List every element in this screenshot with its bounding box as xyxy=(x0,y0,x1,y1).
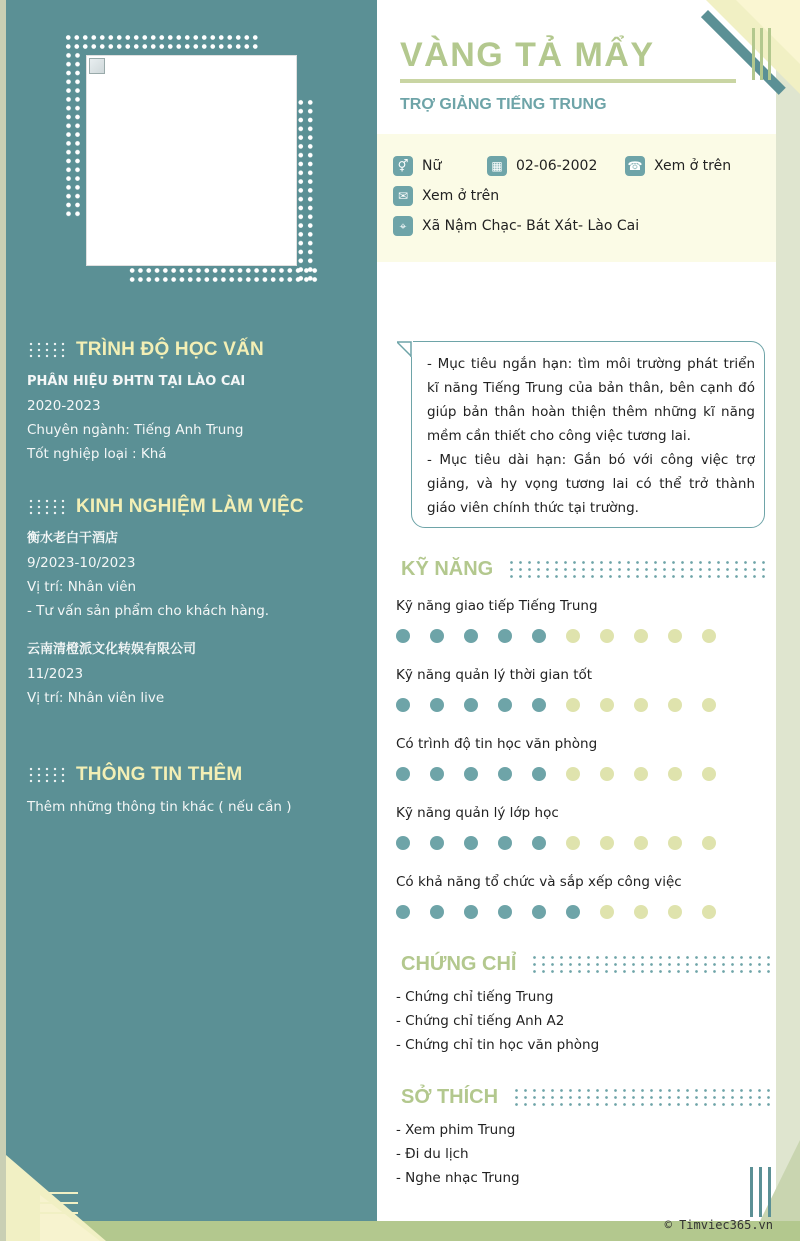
job-entry xyxy=(27,638,304,710)
hobbies-heading xyxy=(401,1083,774,1111)
rating-dot-filled xyxy=(464,767,478,781)
objective-short-term: - Mục tiêu ngắn hạn: tìm môi trường phát triển kĩ năng Tiếng Trung của bản thân, bên cạnh đó giúp bản thân hoàn thiện thêm những kĩ năng mềm cần thiết cho công việc tương lai. xyxy=(427,356,755,444)
right-edge-band xyxy=(776,60,800,1241)
experience-title: KINH NGHIỆM LÀM VIỆC xyxy=(76,496,304,517)
heading-dots xyxy=(27,341,67,359)
rating-dot-empty xyxy=(668,629,682,643)
rating-dot-filled xyxy=(396,629,410,643)
heading-dots xyxy=(530,954,772,974)
photo-dots-bottom xyxy=(128,266,319,284)
contact-phone xyxy=(625,156,731,176)
skills-heading xyxy=(401,555,769,583)
rating-dot-filled xyxy=(498,629,512,643)
contact-email xyxy=(393,186,499,206)
job-period: 11/2023 xyxy=(27,666,84,682)
list-item: - Chứng chỉ tiếng Trung xyxy=(396,989,554,1005)
skill-rating xyxy=(396,629,716,643)
candidate-role: TRỢ GIẢNG TIẾNG TRUNG xyxy=(400,96,607,113)
rating-dot-empty xyxy=(702,629,716,643)
rating-dot-filled xyxy=(498,836,512,850)
rating-dot-filled xyxy=(464,905,478,919)
list-item: - Nghe nhạc Trung xyxy=(396,1170,520,1186)
job-position: Vị trí: Nhân viên live xyxy=(27,690,165,706)
job-entry xyxy=(27,527,304,623)
experience-section xyxy=(27,492,304,710)
rating-dot-empty xyxy=(668,905,682,919)
extra-info-section xyxy=(27,760,292,819)
heading-dots xyxy=(27,766,67,784)
extra-info-text: Thêm những thông tin khác ( nếu cần ) xyxy=(27,799,292,815)
skill-name: Có trình độ tin học văn phòng xyxy=(396,736,598,752)
heading-dots xyxy=(27,498,67,516)
rating-dot-empty xyxy=(668,698,682,712)
location-icon: ⌖ xyxy=(393,216,413,236)
candidate-name: VÀNG TẢ MẨY xyxy=(400,36,655,74)
photo-dots-left xyxy=(64,51,82,218)
rating-dot-filled xyxy=(464,629,478,643)
objective-long-term: - Mục tiêu dài hạn: Gắn bó với công việc trợ giảng, và hy vọng tương lai có thể trở thành giáo viên chính thức tại trường. xyxy=(427,452,755,516)
rating-dot-empty xyxy=(566,836,580,850)
certificates-heading xyxy=(401,950,772,978)
rating-dot-filled xyxy=(396,905,410,919)
rating-dot-empty xyxy=(668,767,682,781)
photo-dots-right xyxy=(296,98,315,283)
rating-dot-filled xyxy=(430,629,444,643)
contact-address xyxy=(393,216,639,236)
vertical-lines-decoration-top xyxy=(752,28,772,80)
list-item: - Xem phim Trung xyxy=(396,1122,516,1138)
rating-dot-filled xyxy=(566,905,580,919)
skill-rating xyxy=(396,836,716,850)
education-grade: Tốt nghiệp loại : Khá xyxy=(27,446,167,462)
job-company: 衡水老白干酒店 xyxy=(27,531,119,546)
certificates-list xyxy=(396,985,599,1057)
rating-dot-empty xyxy=(702,698,716,712)
contact-gender-value: Nữ xyxy=(422,158,442,174)
education-section xyxy=(27,335,264,466)
rating-dot-filled xyxy=(532,836,546,850)
rating-dot-filled xyxy=(532,905,546,919)
skill-rating xyxy=(396,905,716,919)
contact-phone-value: Xem ở trên xyxy=(654,158,732,174)
rating-dot-filled xyxy=(498,698,512,712)
extra-info-title: THÔNG TIN THÊM xyxy=(76,764,243,785)
skill-name: Kỹ năng quản lý lớp học xyxy=(396,805,559,821)
rating-dot-empty xyxy=(566,629,580,643)
contact-email-value: Xem ở trên xyxy=(422,188,500,204)
career-objective-box xyxy=(411,341,765,528)
skill-rating xyxy=(396,767,716,781)
rating-dot-filled xyxy=(430,905,444,919)
contact-gender xyxy=(393,156,441,176)
calendar-icon: ▦ xyxy=(487,156,507,176)
rating-dot-filled xyxy=(396,836,410,850)
skill-name: Kỹ năng giao tiếp Tiếng Trung xyxy=(396,598,598,614)
rating-dot-empty xyxy=(702,905,716,919)
rating-dot-empty xyxy=(566,767,580,781)
rating-dot-empty xyxy=(566,698,580,712)
certificates-title: CHỨNG CHỈ xyxy=(401,952,517,975)
education-school: PHÂN HIỆU ĐHTN TẠI LÀO CAI xyxy=(27,374,246,389)
footer-watermark: © Timviec365.vn xyxy=(664,1218,773,1232)
contact-birthday xyxy=(487,156,597,176)
skill-name: Có khả năng tổ chức và sắp xếp công việc xyxy=(396,874,682,890)
profile-photo xyxy=(86,55,297,266)
rating-dot-filled xyxy=(430,767,444,781)
broken-image-icon xyxy=(89,58,105,74)
photo-dots-top xyxy=(64,33,260,51)
rating-dot-filled xyxy=(498,767,512,781)
name-underline xyxy=(400,79,736,83)
job-position: Vị trí: Nhân viên xyxy=(27,579,137,595)
education-years: 2020-2023 xyxy=(27,398,101,414)
rating-dot-empty xyxy=(634,836,648,850)
rating-dot-empty xyxy=(634,767,648,781)
rating-dot-filled xyxy=(430,836,444,850)
rating-dot-filled xyxy=(430,698,444,712)
education-title: TRÌNH ĐỘ HỌC VẤN xyxy=(76,339,264,360)
objective-box-tab xyxy=(397,341,413,357)
phone-icon: ☎ xyxy=(625,156,645,176)
gender-icon: ⚥ xyxy=(393,156,413,176)
rating-dot-filled xyxy=(532,767,546,781)
rating-dot-empty xyxy=(668,836,682,850)
rating-dot-filled xyxy=(464,698,478,712)
heading-dots xyxy=(512,1087,774,1107)
contact-address-value: Xã Nậm Chạc- Bát Xát- Lào Cai xyxy=(422,218,640,234)
list-item: - Đi du lịch xyxy=(396,1146,469,1162)
skill-rating xyxy=(396,698,716,712)
rating-dot-filled xyxy=(464,836,478,850)
rating-dot-empty xyxy=(600,698,614,712)
contact-info-panel xyxy=(377,134,776,262)
rating-dot-filled xyxy=(532,629,546,643)
rating-dot-filled xyxy=(396,767,410,781)
list-item: - Chứng chỉ tin học văn phòng xyxy=(396,1037,600,1053)
skill-name: Kỹ năng quản lý thời gian tốt xyxy=(396,667,593,683)
rating-dot-empty xyxy=(634,698,648,712)
skills-title: KỸ NĂNG xyxy=(401,557,494,580)
rating-dot-empty xyxy=(634,905,648,919)
horizontal-lines-decoration xyxy=(26,1192,78,1214)
email-icon: ✉ xyxy=(393,186,413,206)
vertical-lines-decoration-bottom xyxy=(750,1167,774,1217)
heading-dots xyxy=(507,559,769,579)
rating-dot-empty xyxy=(600,767,614,781)
rating-dot-empty xyxy=(600,905,614,919)
rating-dot-empty xyxy=(600,836,614,850)
rating-dot-empty xyxy=(702,836,716,850)
rating-dot-empty xyxy=(702,767,716,781)
list-item: - Chứng chỉ tiếng Anh A2 xyxy=(396,1013,565,1029)
contact-birthday-value: 02-06-2002 xyxy=(516,158,598,174)
hobbies-list xyxy=(396,1118,520,1190)
rating-dot-filled xyxy=(532,698,546,712)
job-description: - Tư vấn sản phẩm cho khách hàng. xyxy=(27,603,270,619)
rating-dot-filled xyxy=(498,905,512,919)
rating-dot-empty xyxy=(634,629,648,643)
rating-dot-filled xyxy=(396,698,410,712)
education-major: Chuyên ngành: Tiếng Anh Trung xyxy=(27,422,244,438)
hobbies-title: SỞ THÍCH xyxy=(401,1085,499,1108)
job-period: 9/2023-10/2023 xyxy=(27,555,136,571)
rating-dot-empty xyxy=(600,629,614,643)
job-company: 云南清橙派文化转娱有限公司 xyxy=(27,642,197,657)
